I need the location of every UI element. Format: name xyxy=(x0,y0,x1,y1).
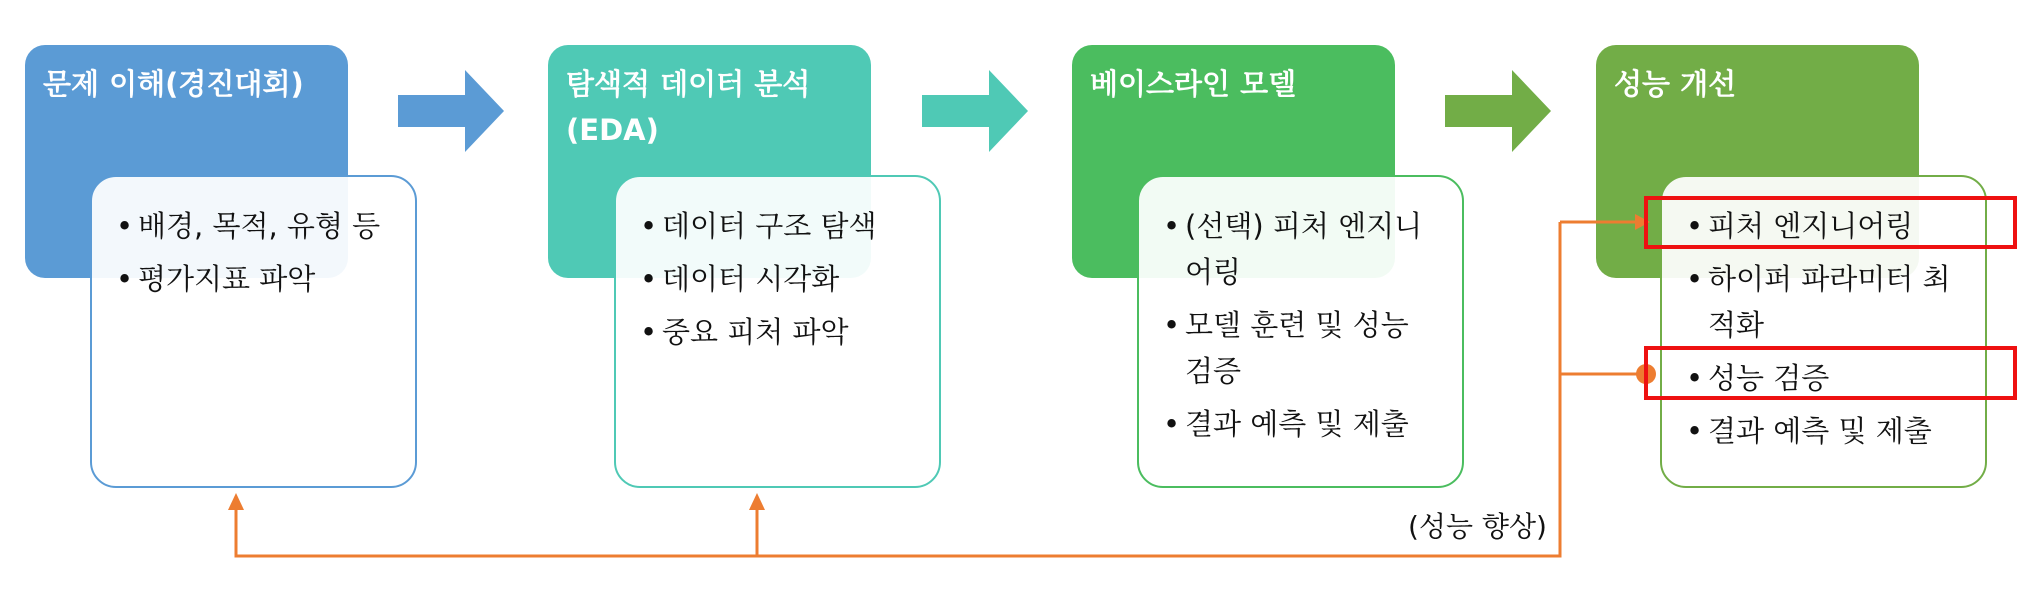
stage-2-title: 탐색적 데이터 분석 (EDA) xyxy=(566,67,811,147)
highlight-performance-validation xyxy=(1644,346,2017,400)
stage-1-title: 문제 이해(경진대회) xyxy=(43,67,304,101)
stage-2-item: • 데이터 시각화 xyxy=(640,256,915,302)
loop-label: (성능 향상) xyxy=(1408,510,1547,543)
stage-4-item: • 피처 엔지니어링 xyxy=(1686,203,1961,249)
stage-3-item: • (선택) 피처 엔지니어링 xyxy=(1163,203,1438,295)
stage-2-item: • 중요 피처 파악 xyxy=(640,309,915,355)
stage-4-item: • 하이퍼 파라미터 최적화 xyxy=(1686,256,1961,348)
stage-1-item: • 배경, 목적, 유형 등 xyxy=(116,203,391,249)
stage-4-item: • 결과 예측 및 제출 xyxy=(1686,408,1961,454)
stage-3-item: • 모델 훈련 및 성능 검증 xyxy=(1163,302,1438,394)
highlight-feature-engineering xyxy=(1644,196,2017,249)
loop-return-line xyxy=(236,222,1560,556)
stage-1-item: • 평가지표 파악 xyxy=(116,256,391,302)
stage-3-item: • 결과 예측 및 제출 xyxy=(1163,401,1438,447)
up-arrow-icon xyxy=(749,493,765,510)
stage-2-item: • 데이터 구조 탐색 xyxy=(640,203,915,249)
stage-3-title: 베이스라인 모델 xyxy=(1090,67,1297,101)
stage-4-item: • 성능 검증 xyxy=(1686,355,1961,401)
stage-4-title: 성능 개선 xyxy=(1614,67,1737,101)
up-arrow-icon xyxy=(228,493,244,510)
